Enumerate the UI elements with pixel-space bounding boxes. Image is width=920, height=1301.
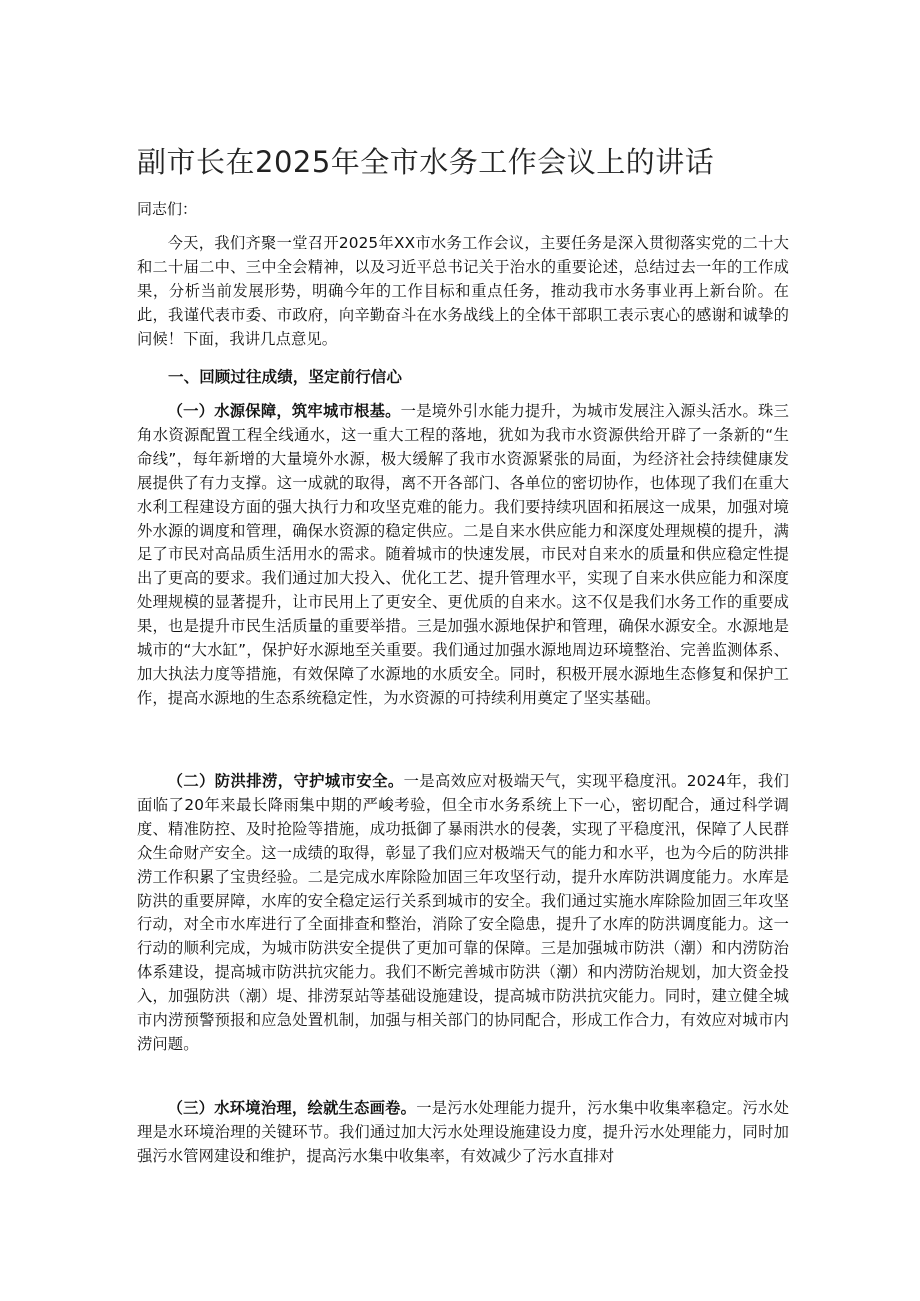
paragraph-body: 一是高效应对极端天气，实现平稳度汛。2024年，我们面临了20年来最长降雨集中期的严峻考验，但全市水务系统上下一心，密切配合，通过科学调度、精准防控、及时抢险等措施，成功抵御了暴雨洪水的侵袭，实现了平稳度汛，保障了人民群众生命财产安全。这一成绩的取得，彰显了我们应对极端天气的能力和水平，也为今后的防洪排涝工作积累了宝贵经验。二是完成水库除险加固三年攻坚行动，提升水库防洪调度能力。水库是防洪的重要屏障，水库的安全稳定运行关系到城市的安全。我们通过实施水库除险加固三年攻坚行动，对全市水库进行了全面排查和整治，消除了安全隐患，提升了水库的防洪调度能力。这一行动的顺利完成，为城市防洪安全提供了更加可靠的保障。三是加强城市防洪（潮）和内涝防治体系建设，提高城市防洪抗灾能力。我们不断完善城市防洪（潮）和内涝防治规划，加大资金投入，加强防洪（潮）堤、排涝泵站等基础设施建设，提高城市防洪抗灾能力。同时，建立健全城市内涝预警预报和应急处置机制，加强与相关部门的协同配合，形成工作合力，有效应对城市内涝问题。 [137, 772, 789, 1053]
salutation: 同志们： [137, 200, 198, 218]
paragraph-body: 一是境外引水能力提升，为城市发展注入源头活水。珠三角水资源配置工程全线通水，这一重大工程的落地，犹如为我市水资源供给开辟了一条新的“生命线”，每年新增的大量境外水源，极大缓解了我市水资源紧张的局面，为经济社会持续健康发展提供了有力支撑。这一成就的取得，离不开各部门、各单位的密切协作，也体现了我们在重大水利工程建设方面的强大执行力和攻坚克难的能力。我们要持续巩固和拓展这一成果，加强对境外水源的调度和管理，确保水资源的稳定供应。二是自来水供应能力和深度处理规模的提升，满足了市民对高品质生活用水的需求。随着城市的快速发展，市民对自来水的质量和供应稳定性提出了更高的要求。我们通过加大投入、优化工艺、提升管理水平，实现了自来水供应能力和深度处理规模的显著提升，让市民用上了更安全、更优质的自来水。这不仅是我们水务工作的重要成果，也是提升市民生活质量的重要举措。三是加强水源地保护和管理，确保水源安全。水源地是城市的“大水缸”，保护好水源地至关重要。我们通过加强水源地周边环境整治、完善监测体系、加大执法力度等措施，有效保障了水源地的水质安全。同时，积极开展水源地生态修复和保护工作，提高水源地的生态系统稳定性，为水资源的可持续利用奠定了坚实基础。 [137, 402, 789, 707]
heading-text: 一、回顾过往成绩，坚定前行信心 [168, 368, 403, 386]
paragraph-text [137, 400, 789, 711]
paragraph-lead: （一）水源保障，筑牢城市根基。 [167, 402, 401, 420]
paragraph-body: 一是污水处理能力提升，污水集中收集率稳定。污水处理是水环境治理的关键环节。我们通过加大污水处理设施建设力度，提升污水处理能力，同时加强污水管网建设和维护，提高污水集中收集率，有效减少了污水直排对 [137, 1099, 789, 1165]
section-heading [137, 366, 789, 388]
paragraph-lead: （二）防洪排涝，守护城市安全。 [167, 772, 404, 790]
section-paragraph [137, 400, 789, 711]
paragraph-lead: （三）水环境治理，绘就生态画卷。 [167, 1099, 417, 1117]
document-title: 副市长在2025年全市水务工作会议上的讲话 [137, 145, 715, 179]
paragraph-text [137, 770, 789, 1057]
intro-paragraph [137, 232, 789, 352]
intro-text: 今天，我们齐聚一堂召开2025年XX市水务工作会议，主要任务是深入贯彻落实党的二十大和二十届二中、三中全会精神，以及习近平总书记关于治水的重要论述，总结过去一年的工作成果，分析当前发展形势，明确今年的工作目标和重点任务，推动我市水务事业再上新台阶。在此，我谨代表市委、市政府，向辛勤奋斗在水务战线上的全体干部职工表示衷心的感谢和诚挚的问候！下面，我讲几点意见。 [137, 234, 789, 348]
section-paragraph [137, 1097, 789, 1169]
section-paragraph [137, 770, 789, 1057]
paragraph-text [137, 1097, 789, 1169]
